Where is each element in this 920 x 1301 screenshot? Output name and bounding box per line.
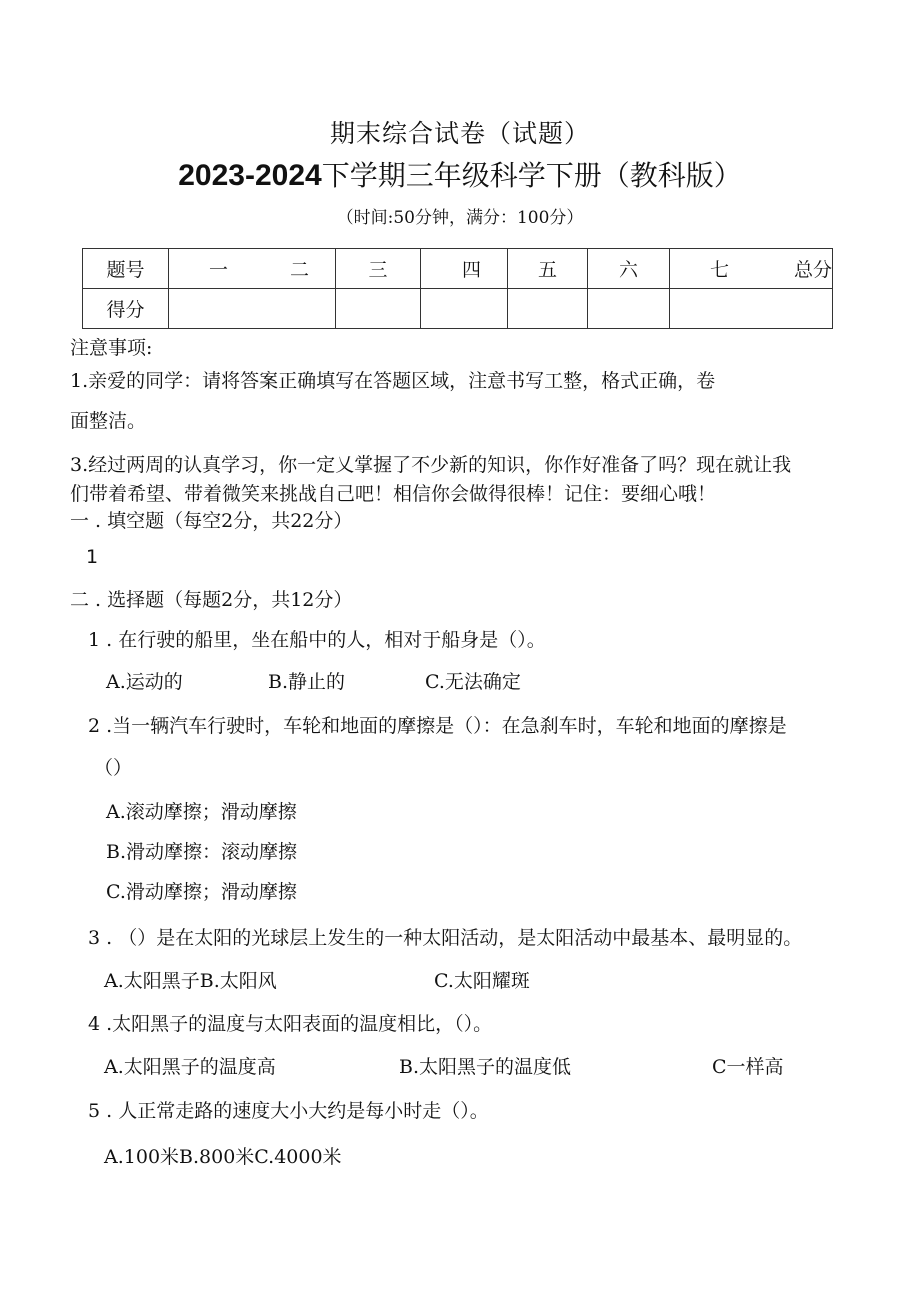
score-table-score-row [83, 289, 833, 329]
q2-option-a[interactable]: A.滚动摩擦；滑动摩擦 [106, 801, 297, 823]
subtitle-year: 2023-2024 [178, 159, 322, 192]
q2-option-b[interactable]: B.滑动摩擦：滚动摩擦 [106, 841, 298, 863]
question-4: 4 .太阳黑子的温度与太阳表面的温度相比，（）。 [88, 1013, 493, 1035]
exam-subtitle [0, 154, 920, 194]
note-item-1-cont: 面整洁。 [70, 410, 147, 432]
header-cell: 二 [253, 249, 336, 289]
score-cell[interactable] [336, 289, 421, 329]
note-item-3: 3.经过两周的认真学习，你一定乂掌握了不少新的知识，你作好准备了吗？现在就让我 [70, 454, 792, 476]
question-2: 2 .当一辆汽车行驶时，车轮和地面的摩擦是（）：在急刹车时，车轮和地面的摩擦是 [88, 715, 787, 737]
q4-option-c[interactable]: C一样高 [712, 1056, 784, 1078]
score-cell[interactable] [588, 289, 670, 329]
time-info: （时间:50分钟，满分：100分） [336, 208, 584, 228]
q1-option-b[interactable]: B.静止的 [268, 671, 346, 693]
q4-option-b[interactable]: B.太阳黑子的温度低 [399, 1056, 572, 1078]
q3-option-ab[interactable]: A.太阳黑子B.太阳风 [104, 970, 277, 992]
question-5: 5 . 人正常走路的速度大小大约是每小时走（）。 [88, 1100, 489, 1122]
exam-title: 期末综合试卷（试题） [329, 119, 590, 148]
question-1: 1 . 在行驶的船里，坐在船中的人，相对于船身是（）。 [88, 629, 546, 651]
q1-option-a[interactable]: A.运动的 [106, 671, 183, 693]
q4-option-a[interactable]: A.太阳黑子的温度高 [104, 1056, 276, 1078]
header-cell: 题号 [83, 249, 169, 289]
score-cell[interactable] [421, 289, 508, 329]
score-cell[interactable] [169, 289, 336, 329]
q2-option-c[interactable]: C.滑动摩擦；滑动摩擦 [106, 881, 297, 903]
q1-option-c[interactable]: C.无法确定 [425, 671, 521, 693]
q3-option-c[interactable]: C.太阳耀斑 [434, 970, 530, 992]
score-cell[interactable] [508, 289, 588, 329]
subtitle-text: 下学期三年级科学下册（教科版） [321, 159, 742, 192]
notes-heading: 注意事项: [70, 337, 153, 359]
header-cell: 七 [670, 249, 752, 289]
q5-options[interactable]: A.100米B.800米C.4000米 [104, 1146, 342, 1168]
header-cell: 四 [421, 249, 508, 289]
note-item-3-cont: 们带着希望、带着微笑来挑战自己吧！相信你会做得很棒！记住：要细心哦！ [70, 483, 717, 505]
question-3: 3 . （）是在太阳的光球层上发生的一种太阳活动，是太阳活动中最基本、最明显的。 [88, 927, 803, 949]
note-item-1: 1.亲爱的同学：请将答案正确填写在答题区域，注意书写工整，格式正确，卷 [70, 370, 716, 392]
header-cell: 五 [508, 249, 588, 289]
score-cell[interactable] [670, 289, 833, 329]
section-1-heading: 一 . 填空题（每空2分，共22分） [70, 510, 353, 532]
score-table [82, 248, 833, 329]
score-label-cell: 得分 [83, 289, 169, 329]
header-cell: 总分 [752, 249, 833, 289]
section-1-item: 1 [86, 546, 99, 568]
header-cell: 一 [169, 249, 253, 289]
header-cell: 六 [588, 249, 670, 289]
header-cell: 三 [336, 249, 421, 289]
section-2-heading: 二 . 选择题（每题2分，共12分） [70, 589, 353, 611]
score-table-header-row [83, 249, 833, 289]
question-2-cont: （） [94, 757, 133, 779]
